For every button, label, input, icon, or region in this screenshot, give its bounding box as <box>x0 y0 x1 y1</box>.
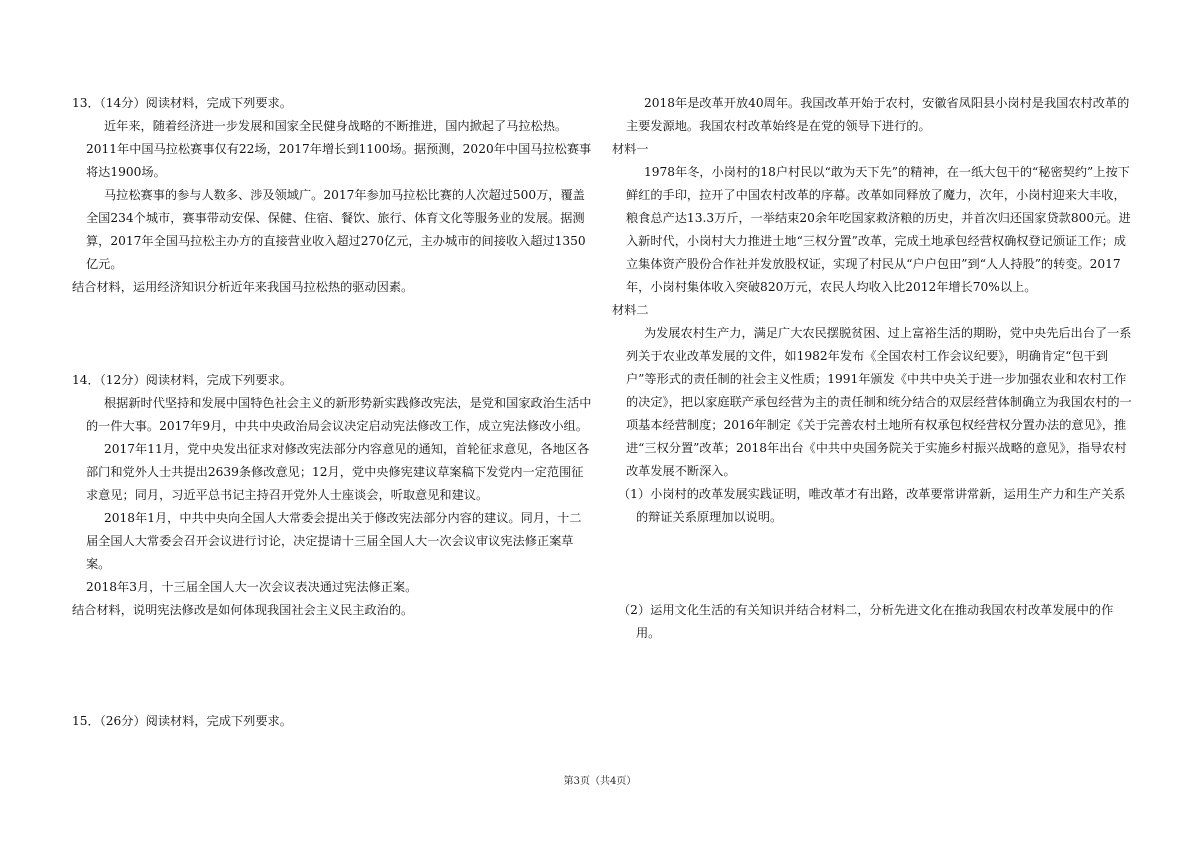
answer-space <box>612 529 1134 599</box>
question-15-heading: 15．（26分）阅读材料，完成下列要求。 <box>72 714 292 728</box>
sub-question-1: （1）小岗村的改革发展实践证明，唯改革才有出路，改革要常讲常新，运用生产力和生产关系的辩证关系原理加以说明。 <box>618 487 1126 524</box>
material-1-text: 1978年冬，小岗村的18户村民以“敢为天下先”的精神，在一纸大包干的“秘密契约”上按下鲜红的手印，拉开了中国农村改革的序幕。改革如同释放了魔力，次年，小岗村迎来大丰收，粮食总产达13.3万斤，一举结束20余年吃国家救济粮的历史，并首次归还国家贷款800元。进入新时代，小岗村大力推进土地“三权分置”改革，完成土地承包经营权确权登记颁证工作；成立集体资产股份合作社并发放股权证，实现了村民从“户户包田”到“人人持股”的转变。2017年，小岗村集体收入突破820万元，农民人均收入比2012年增长70%以上。 <box>626 165 1131 294</box>
question-14-paragraph: 根据新时代坚持和发展中国特色社会主义的新形势新实践修改宪法，是党和国家政治生活中的一件大事。2017年9月，中共中央政治局会议决定启动宪法修改工作，成立宪法修改小组。 <box>86 396 592 433</box>
material-1-label: 材料一 <box>612 142 649 156</box>
question-13-heading: 13．（14分）阅读材料，完成下列要求。 <box>72 96 292 110</box>
question-15-intro: 2018年是改革开放40周年。我国改革开始于农村，安徽省凤阳县小岗村是我国农村改革的主要发源地。我国农村改革始终是在党的领导下进行的。 <box>626 96 1130 133</box>
question-14-paragraph: 2017年11月，党中央发出征求对修改宪法部分内容意见的通知，首轮征求意见，各地区各部门和党外人士共提出2639条修改意见；12月，党中央修宪建议草案稿下发党内一定范围征求意见；同月，习近平总书记主持召开党外人士座谈会，听取意见和建议。 <box>86 442 590 502</box>
page-number: 第3页（共4页） <box>563 776 637 787</box>
question-14-task: 结合材料，说明宪法修改是如何体现我国社会主义民主政治的。 <box>72 603 414 617</box>
question-14-paragraph: 2018年1月，中共中央向全国人大常委会提出关于修改宪法部分内容的建议。同月，十二届全国人大常委会召开会议进行讨论，决定提请十三届全国人大一次会议审议宪法修正案草案。 <box>86 511 582 571</box>
question-13-task: 结合材料，运用经济知识分析近年来我国马拉松热的驱动因素。 <box>72 280 414 294</box>
sub-question-2: （2）运用文化生活的有关知识并结合材料二，分析先进文化在推动我国农村改革发展中的作用。 <box>618 603 1114 640</box>
material-2-text: 为发展农村生产力，满足广大农民摆脱贫困、过上富裕生活的期盼，党中央先后出台了一系列关于农业改革发展的文件，如1982年发布《全国农村工作会议纪要》，明确肯定“包干到户”等形式的责任制的社会主义性质；1991年颁发《中共中央关于进一步加强农业和农村工作的决定》，把以家庭联产承包经营为主的责任制和统分结合的双层经营体制确立为我国农村的一项基本经营制度；2016年制定《关于完善农村土地所有权承包权经营权分置办法的意见》，推进“三权分置”改革；2018年出台《中共中央国务院关于实施乡村振兴战略的意见》，指导农村改革发展不断深入。 <box>626 326 1132 478</box>
question-13-paragraph: 马拉松赛事的参与人数多、涉及领域广。2017年参加马拉松比赛的人次超过500万，覆盖全国234个城市，赛事带动安保、保健、住宿、餐饮、旅行、体育文化等服务业的发展。据测算，2017年全国马拉松主办方的直接营业收入超过270亿元，主办城市的间接收入超过1350亿元。 <box>86 188 586 271</box>
right-column <box>612 92 1134 645</box>
question-13-paragraph: 近年来，随着经济进一步发展和国家全民健身战略的不断推进，国内掀起了马拉松热。2011年中国马拉松赛事仅有22场，2017年增长到1100场。据预测，2020年中国马拉松赛事将达1900场。 <box>86 119 592 179</box>
answer-space <box>72 299 592 369</box>
material-2-label: 材料二 <box>612 303 649 317</box>
answer-space <box>72 622 592 710</box>
question-14-paragraph: 2018年3月，十三届全国人大一次会议表决通过宪法修正案。 <box>86 580 418 594</box>
left-column <box>72 92 592 733</box>
question-14-heading: 14．（12分）阅读材料，完成下列要求。 <box>72 373 292 387</box>
